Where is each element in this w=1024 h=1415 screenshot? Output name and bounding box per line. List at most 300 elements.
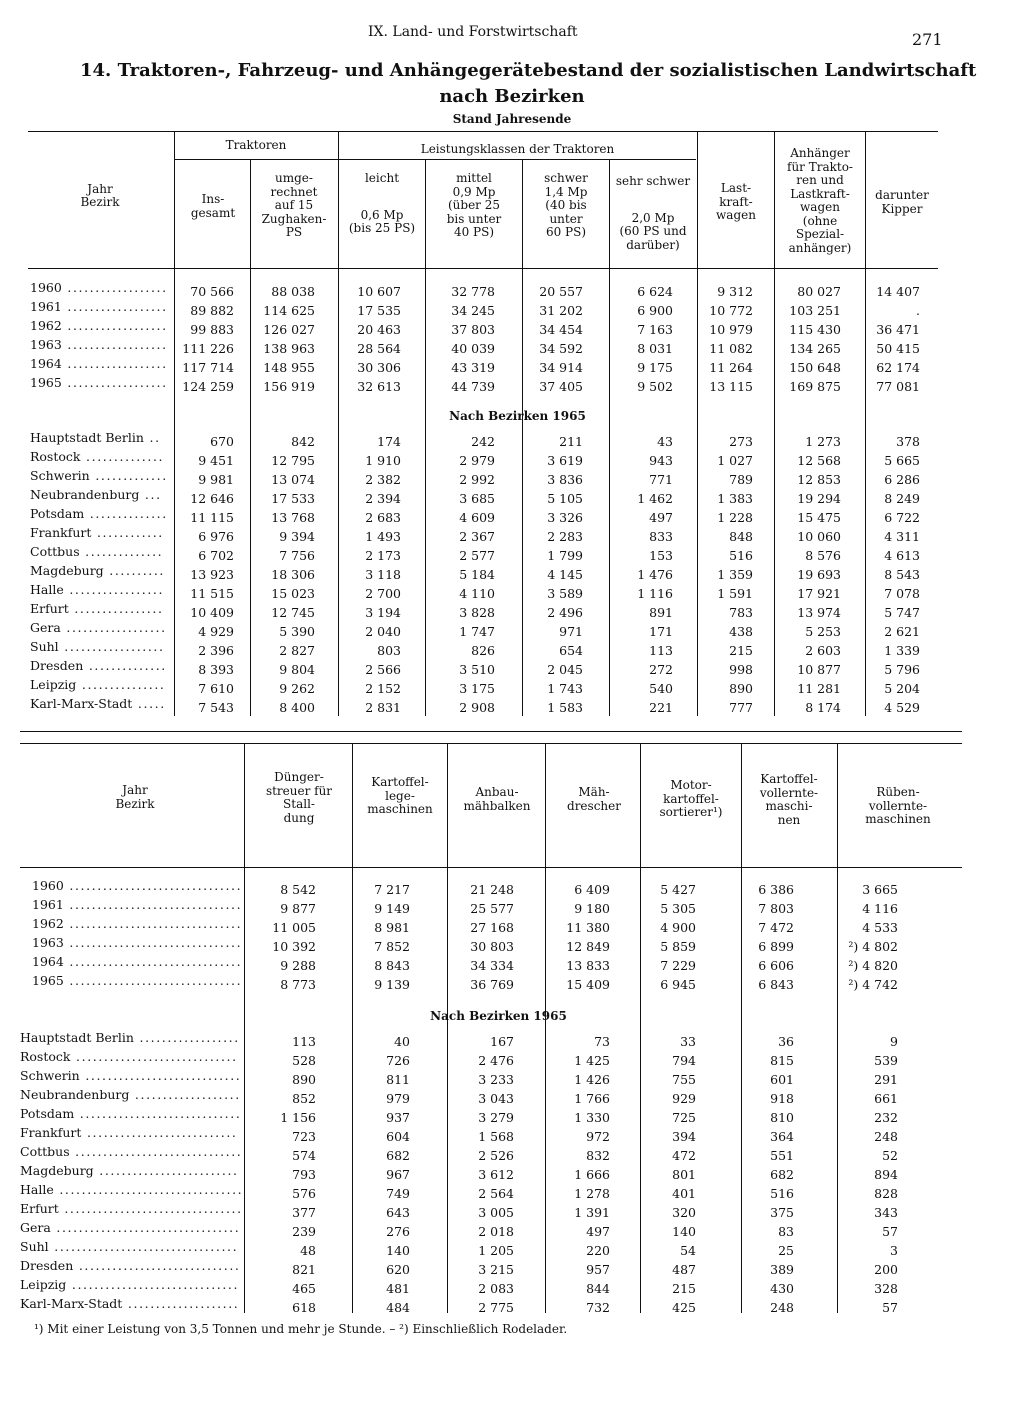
row-label-text: Gera bbox=[30, 620, 61, 635]
table-cell: 918 bbox=[770, 1091, 794, 1106]
table-cell: 27 168 bbox=[470, 920, 514, 935]
table-cell: 62 174 bbox=[876, 360, 920, 375]
table-cell: 811 bbox=[386, 1072, 410, 1087]
table-cell: 13 768 bbox=[271, 510, 315, 525]
table-cell: 4 900 bbox=[660, 920, 696, 935]
row-label bbox=[20, 1125, 237, 1140]
table-cell: 9 502 bbox=[637, 379, 673, 394]
table-cell: 43 bbox=[657, 434, 673, 449]
table-cell: 32 613 bbox=[357, 379, 401, 394]
leader-dots: ... bbox=[139, 487, 162, 502]
table-cell: 5 253 bbox=[805, 624, 841, 639]
column-header-line: streuer für bbox=[265, 783, 333, 798]
column-header-line: (ohne bbox=[802, 213, 838, 228]
row-label bbox=[20, 1049, 238, 1064]
column-header-line: auf 15 bbox=[274, 198, 314, 212]
table-cell: 20 557 bbox=[539, 284, 583, 299]
table-cell: 6 286 bbox=[884, 472, 920, 487]
table-cell: 1 339 bbox=[884, 643, 920, 658]
table-cell: 5 390 bbox=[279, 624, 315, 639]
table-cell: 5 859 bbox=[660, 939, 696, 954]
leader-dots: .............................. bbox=[66, 1277, 240, 1292]
table-cell: 842 bbox=[291, 434, 315, 449]
column-header-line: Spezial- bbox=[795, 227, 845, 241]
table-cell: 31 202 bbox=[539, 303, 583, 318]
table-cell: 9 139 bbox=[374, 977, 410, 992]
row-label-text: Karl-Marx-Stadt bbox=[30, 696, 133, 711]
rule-line bbox=[20, 731, 962, 732]
table-cell: 1 766 bbox=[574, 1091, 610, 1106]
leader-dots: .. bbox=[143, 430, 161, 445]
leader-dots: .................. bbox=[60, 620, 167, 635]
table-cell: 2 564 bbox=[478, 1186, 514, 1201]
row-label bbox=[20, 1277, 239, 1292]
table-cell: 4 929 bbox=[198, 624, 234, 639]
column-header-line: Kipper bbox=[881, 201, 923, 216]
table-cell: 497 bbox=[649, 510, 673, 525]
table-cell: 21 248 bbox=[470, 882, 514, 897]
row-label-text: Karl-Marx-Stadt bbox=[20, 1296, 123, 1311]
table-cell: 320 bbox=[672, 1205, 696, 1220]
column-header-line: maschinen bbox=[865, 812, 931, 826]
leader-dots: ............................. bbox=[74, 1106, 242, 1121]
table-cell: 2 283 bbox=[547, 529, 583, 544]
row-label-text: Halle bbox=[20, 1182, 54, 1197]
row-label-text: Neubrandenburg bbox=[20, 1087, 130, 1102]
table-cell: 618 bbox=[292, 1300, 316, 1315]
table-cell: 36 bbox=[778, 1034, 794, 1049]
table-cell: 771 bbox=[649, 472, 673, 487]
leader-dots: .................. bbox=[58, 639, 165, 654]
table-cell: 6 606 bbox=[758, 958, 794, 973]
table-cell: 50 415 bbox=[876, 341, 920, 356]
table-cell: 8 174 bbox=[805, 700, 841, 715]
leader-dots: .............. bbox=[79, 544, 164, 559]
table-cell: 9 877 bbox=[280, 901, 316, 916]
column-header-line: darunter bbox=[875, 188, 929, 202]
column-header-line: Kartoffel- bbox=[760, 772, 818, 786]
leader-dots: ............................. bbox=[73, 1258, 241, 1273]
table-cell: 576 bbox=[292, 1186, 316, 1201]
table-cell: 364 bbox=[770, 1129, 794, 1144]
table-cell: 167 bbox=[490, 1034, 514, 1049]
table-cell: 6 702 bbox=[198, 548, 234, 563]
column-header-line: (60 PS und bbox=[619, 224, 687, 239]
leader-dots: .................. bbox=[61, 299, 168, 314]
table-cell: 1 747 bbox=[459, 624, 495, 639]
table-cell: 13 974 bbox=[797, 605, 841, 620]
leader-dots: ................ bbox=[68, 601, 164, 616]
column-header-line: (bis 25 PS) bbox=[348, 221, 416, 236]
table-cell: 6 722 bbox=[884, 510, 920, 525]
table-title-line-2: nach Bezirken bbox=[439, 86, 585, 107]
table-cell: 20 463 bbox=[357, 322, 401, 337]
leader-dots: ............................... bbox=[63, 935, 243, 950]
table-cell: 8 981 bbox=[374, 920, 410, 935]
table-cell: 516 bbox=[729, 548, 753, 563]
leader-dots: ................................. bbox=[50, 1220, 241, 1235]
row-label bbox=[20, 1087, 241, 1102]
column-header-line: anhänger) bbox=[788, 240, 852, 255]
row-label-text: 1961 bbox=[30, 299, 62, 314]
leader-dots: ..... bbox=[132, 696, 166, 711]
table-cell: 8 543 bbox=[884, 567, 920, 582]
leader-dots: .................. bbox=[61, 375, 168, 390]
table-cell: 273 bbox=[729, 434, 753, 449]
table-cell: 13 074 bbox=[271, 472, 315, 487]
table-cell: 10 607 bbox=[357, 284, 401, 299]
table-cell: 17 533 bbox=[271, 491, 315, 506]
table-cell: 2 992 bbox=[459, 472, 495, 487]
table-cell: 891 bbox=[649, 605, 673, 620]
table-cell: 654 bbox=[559, 643, 583, 658]
table-cell: 4 145 bbox=[547, 567, 583, 582]
table-cell: 12 568 bbox=[797, 453, 841, 468]
row-label-text: Suhl bbox=[20, 1239, 49, 1254]
table-cell: 2 683 bbox=[365, 510, 401, 525]
column-header-line: Dünger- bbox=[274, 770, 324, 784]
table-cell: 929 bbox=[672, 1091, 696, 1106]
table-cell: 9 262 bbox=[279, 681, 315, 696]
table-cell: 3 685 bbox=[459, 491, 495, 506]
leader-dots: ............ bbox=[91, 525, 164, 540]
table-cell: 12 646 bbox=[190, 491, 234, 506]
table-cell: 30 803 bbox=[470, 939, 514, 954]
rule-line bbox=[20, 867, 962, 868]
column-header-line: sortierer¹) bbox=[659, 805, 723, 819]
table-cell: 10 392 bbox=[272, 939, 316, 954]
table-cell: 8 249 bbox=[884, 491, 920, 506]
table-cell: 272 bbox=[649, 662, 673, 677]
table-cell: 394 bbox=[672, 1129, 696, 1144]
table-cell: 749 bbox=[386, 1186, 410, 1201]
table-cell: 377 bbox=[292, 1205, 316, 1220]
column-header-line: vollernte- bbox=[759, 785, 819, 800]
table-cell: 3 619 bbox=[547, 453, 583, 468]
row-label bbox=[32, 878, 242, 893]
table-cell: 979 bbox=[386, 1091, 410, 1106]
column-header-line: nen bbox=[777, 812, 801, 827]
row-label-text: Potsdam bbox=[30, 506, 85, 521]
row-label-text: Schwerin bbox=[30, 468, 90, 483]
column-header-line: (40 bis bbox=[545, 198, 587, 212]
table-cell: 3 279 bbox=[478, 1110, 514, 1125]
table-cell: 539 bbox=[874, 1053, 898, 1068]
table-cell: 7 610 bbox=[198, 681, 234, 696]
column-header-line: PS bbox=[285, 225, 303, 239]
table-cell: 114 625 bbox=[263, 303, 315, 318]
row-label-text: 1964 bbox=[30, 356, 62, 371]
leader-dots: ................. bbox=[63, 582, 165, 597]
column-header-line: vollernte- bbox=[868, 798, 928, 813]
row-label-text: Rostock bbox=[20, 1049, 71, 1064]
column-header-line: bis unter bbox=[446, 211, 502, 226]
column-header-line: kraft- bbox=[719, 194, 753, 209]
table-cell: 465 bbox=[292, 1281, 316, 1296]
leader-dots: ................................ bbox=[58, 1201, 243, 1216]
table-cell: 5 427 bbox=[660, 882, 696, 897]
table-cell: 9 180 bbox=[574, 901, 610, 916]
table-cell: 43 319 bbox=[451, 360, 495, 375]
row-label-text: 1962 bbox=[32, 916, 64, 931]
leader-dots: .................. bbox=[61, 337, 168, 352]
row-label-text: 1965 bbox=[30, 375, 62, 390]
row-label-text: 1961 bbox=[32, 897, 64, 912]
row-label bbox=[30, 430, 161, 445]
table-cell: 83 bbox=[778, 1224, 794, 1239]
table-cell: 3 589 bbox=[547, 586, 583, 601]
table-cell: 6 624 bbox=[637, 284, 673, 299]
table-cell: 239 bbox=[292, 1224, 316, 1239]
table-cell: 890 bbox=[292, 1072, 316, 1087]
column-header-line: Stall- bbox=[283, 797, 315, 811]
table-subtitle: Stand Jahresende bbox=[452, 112, 572, 126]
table-cell: 7 163 bbox=[637, 322, 673, 337]
table-cell: 7 472 bbox=[758, 920, 794, 935]
table-cell: 10 409 bbox=[190, 605, 234, 620]
table-cell: 171 bbox=[649, 624, 673, 639]
table-cell: 150 648 bbox=[789, 360, 841, 375]
leader-dots: ................... bbox=[129, 1087, 241, 1102]
table-cell: 1 383 bbox=[717, 491, 753, 506]
column-header-line: Lastkraft- bbox=[790, 186, 850, 201]
column-header-line: schwer bbox=[544, 171, 588, 185]
leader-dots: ............................... bbox=[63, 878, 243, 893]
table-cell: 1 476 bbox=[637, 567, 673, 582]
table-cell: 732 bbox=[586, 1300, 610, 1315]
leader-dots: .............................. bbox=[69, 1144, 243, 1159]
table-cell: 33 bbox=[680, 1034, 696, 1049]
table-cell: 5 305 bbox=[660, 901, 696, 916]
table-cell: 13 833 bbox=[566, 958, 610, 973]
stub-header-jahr: Jahr bbox=[122, 783, 148, 797]
leader-dots: .................. bbox=[133, 1030, 240, 1045]
column-header-line: Kartoffel- bbox=[371, 775, 429, 789]
table-cell: 833 bbox=[649, 529, 673, 544]
table-cell: 1 330 bbox=[574, 1110, 610, 1125]
table-cell: 957 bbox=[586, 1262, 610, 1277]
table-cell: 472 bbox=[672, 1148, 696, 1163]
table-cell: 44 739 bbox=[451, 379, 495, 394]
table-cell: 484 bbox=[386, 1300, 410, 1315]
row-label-text: Cottbus bbox=[20, 1144, 70, 1159]
table-cell: 6 843 bbox=[758, 977, 794, 992]
table-cell: 9 804 bbox=[279, 662, 315, 677]
table-cell: 1 205 bbox=[478, 1243, 514, 1258]
table-cell: 810 bbox=[770, 1110, 794, 1125]
column-header-line: (über 25 bbox=[447, 198, 500, 212]
table-cell: 723 bbox=[292, 1129, 316, 1144]
table-cell: 11 515 bbox=[190, 586, 234, 601]
row-label-text: Gera bbox=[20, 1220, 51, 1235]
table-cell: 1 273 bbox=[805, 434, 841, 449]
table-cell: 4 609 bbox=[459, 510, 495, 525]
table-cell: 2 700 bbox=[365, 586, 401, 601]
table-cell: 211 bbox=[559, 434, 583, 449]
leader-dots: ............................... bbox=[63, 954, 243, 969]
column-header-line: darüber) bbox=[626, 237, 680, 252]
table-cell: 1 359 bbox=[717, 567, 753, 582]
table-cell: 430 bbox=[770, 1281, 794, 1296]
table-cell: 17 535 bbox=[357, 303, 401, 318]
table-cell: 115 430 bbox=[789, 322, 841, 337]
table-cell: 3 665 bbox=[862, 882, 898, 897]
table-cell: 77 081 bbox=[876, 379, 920, 394]
table-cell: 5 105 bbox=[547, 491, 583, 506]
table-cell: 8 773 bbox=[280, 977, 316, 992]
column-header-line: mittel bbox=[456, 171, 492, 185]
table-cell: 425 bbox=[672, 1300, 696, 1315]
row-label-text: 1964 bbox=[32, 954, 64, 969]
table-cell: 7 229 bbox=[660, 958, 696, 973]
table-cell: 1 799 bbox=[547, 548, 583, 563]
table-cell: 15 475 bbox=[797, 510, 841, 525]
column-header-line: unter bbox=[549, 211, 583, 226]
row-label bbox=[30, 487, 162, 502]
row-label-text: Magdeburg bbox=[30, 563, 104, 578]
table-cell: 13 115 bbox=[709, 379, 753, 394]
column-header-line: Anbau- bbox=[475, 785, 519, 799]
table-cell: 1 743 bbox=[547, 681, 583, 696]
table-cell: ²) 4 820 bbox=[848, 958, 898, 973]
row-label bbox=[20, 1201, 243, 1216]
table-cell: 57 bbox=[882, 1224, 898, 1239]
table-cell: 803 bbox=[377, 643, 401, 658]
row-label-text: Halle bbox=[30, 582, 64, 597]
table-cell: 890 bbox=[729, 681, 753, 696]
table-cell: 126 027 bbox=[263, 322, 315, 337]
table-cell: 14 407 bbox=[876, 284, 920, 299]
row-label bbox=[20, 1068, 241, 1083]
table-cell: 828 bbox=[874, 1186, 898, 1201]
table-cell: 48 bbox=[300, 1243, 316, 1258]
table-cell: 2 566 bbox=[365, 662, 401, 677]
table-cell: 9 175 bbox=[637, 360, 673, 375]
table-cell: 682 bbox=[770, 1167, 794, 1182]
table-cell: 3 118 bbox=[365, 567, 401, 582]
table-cell: 1 116 bbox=[637, 586, 673, 601]
table-cell: 1 666 bbox=[574, 1167, 610, 1182]
table-cell: 7 217 bbox=[374, 882, 410, 897]
table-cell: 8 400 bbox=[279, 700, 315, 715]
table-cell: 4 613 bbox=[884, 548, 920, 563]
table-cell: 34 914 bbox=[539, 360, 583, 375]
table-cell: 8 542 bbox=[280, 882, 316, 897]
table-cell: 7 756 bbox=[279, 548, 315, 563]
table-cell: 30 306 bbox=[357, 360, 401, 375]
row-label-text: Erfurt bbox=[20, 1201, 59, 1216]
row-label bbox=[20, 1220, 240, 1235]
table-cell: 15 023 bbox=[271, 586, 315, 601]
table-cell: 10 877 bbox=[797, 662, 841, 677]
leader-dots: .............. bbox=[80, 449, 165, 464]
table-cell: ²) 4 802 bbox=[848, 939, 898, 954]
table-cell: 220 bbox=[586, 1243, 610, 1258]
row-label bbox=[20, 1106, 241, 1121]
table-cell: 375 bbox=[770, 1205, 794, 1220]
table-cell: 113 bbox=[292, 1034, 316, 1049]
column-header-line: dung bbox=[283, 810, 315, 825]
table-cell: 378 bbox=[896, 434, 920, 449]
table-cell: 36 769 bbox=[470, 977, 514, 992]
table-cell: 2 173 bbox=[365, 548, 401, 563]
leader-dots: ............................... bbox=[63, 916, 243, 931]
table-cell: 438 bbox=[729, 624, 753, 639]
table-cell: 1 278 bbox=[574, 1186, 610, 1201]
table-cell: 248 bbox=[874, 1129, 898, 1144]
row-label bbox=[20, 1182, 243, 1197]
table-cell: 15 409 bbox=[566, 977, 610, 992]
table-cell: 111 226 bbox=[182, 341, 234, 356]
table-cell: 232 bbox=[874, 1110, 898, 1125]
table-cell: 12 853 bbox=[797, 472, 841, 487]
rule-line bbox=[28, 268, 938, 269]
table-cell: 3 194 bbox=[365, 605, 401, 620]
table-cell: 844 bbox=[586, 1281, 610, 1296]
leader-dots: .......... bbox=[103, 563, 165, 578]
table-cell: 943 bbox=[649, 453, 673, 468]
leader-dots: ................................. bbox=[53, 1182, 244, 1197]
table-cell: 2 018 bbox=[478, 1224, 514, 1239]
table-cell: 12 795 bbox=[271, 453, 315, 468]
table-cell: 3 233 bbox=[478, 1072, 514, 1087]
row-label-text: Cottbus bbox=[30, 544, 80, 559]
row-label bbox=[20, 1030, 240, 1045]
row-label bbox=[20, 1258, 240, 1273]
table-cell: 103 251 bbox=[789, 303, 841, 318]
row-label bbox=[20, 1296, 239, 1311]
table-cell: 3 326 bbox=[547, 510, 583, 525]
row-label-text: 1962 bbox=[30, 318, 62, 333]
row-label-text: Frankfurt bbox=[20, 1125, 82, 1140]
table-cell: 73 bbox=[594, 1034, 610, 1049]
leader-dots: ................................. bbox=[48, 1239, 239, 1254]
table-cell: 5 184 bbox=[459, 567, 495, 582]
row-label-text: Magdeburg bbox=[20, 1163, 94, 1178]
table-cell: 5 747 bbox=[884, 605, 920, 620]
table-cell: 1 583 bbox=[547, 700, 583, 715]
table-cell: 11 115 bbox=[190, 510, 234, 525]
row-label bbox=[20, 1144, 242, 1159]
table-cell: 971 bbox=[559, 624, 583, 639]
table-cell: 7 543 bbox=[198, 700, 234, 715]
table-cell: 793 bbox=[292, 1167, 316, 1182]
chapter-heading: IX. Land- und Forstwirtschaft bbox=[368, 24, 578, 40]
rule-line bbox=[28, 131, 938, 132]
table-cell: 174 bbox=[377, 434, 401, 449]
table-cell: 12 745 bbox=[271, 605, 315, 620]
column-header-line: 1,4 Mp bbox=[544, 184, 588, 199]
section-label-1965: Nach Bezirken 1965 bbox=[449, 409, 586, 423]
table-cell: 1 462 bbox=[637, 491, 673, 506]
stub-header-bezirk: Bezirk bbox=[115, 797, 155, 811]
table-cell: 8 843 bbox=[374, 958, 410, 973]
row-label-text: Frankfurt bbox=[30, 525, 92, 540]
table-cell: 2 908 bbox=[459, 700, 495, 715]
table-cell: 972 bbox=[586, 1129, 610, 1144]
table-cell: 276 bbox=[386, 1224, 410, 1239]
row-label-text: 1963 bbox=[32, 935, 64, 950]
column-header-line: 60 PS) bbox=[545, 225, 587, 239]
column-header-line: rechnet bbox=[270, 184, 318, 199]
column-header-line: 2,0 Mp bbox=[631, 210, 675, 225]
column-header-line: für Trakto- bbox=[787, 159, 853, 174]
table-cell: 2 775 bbox=[478, 1300, 514, 1315]
table-cell: 8 393 bbox=[198, 662, 234, 677]
table-cell: 2 577 bbox=[459, 548, 495, 563]
row-label bbox=[32, 935, 242, 950]
row-label-text: 1960 bbox=[32, 878, 64, 893]
